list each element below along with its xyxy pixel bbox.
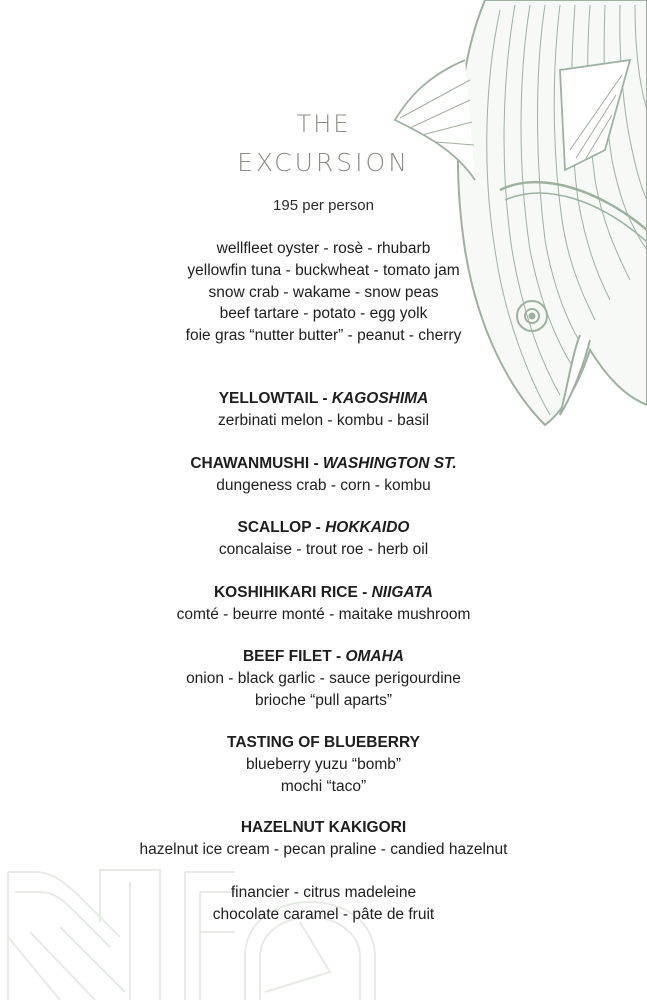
course-rice	[60, 582, 587, 626]
course-yellowtail	[60, 388, 587, 432]
snack-item: foie gras “nutter butter” - peanut - cherry	[185, 327, 462, 345]
course-heading: SCALLOP - HOKKAIDO	[237, 519, 410, 536]
course-description: concalaise - trout roe - herb oil	[218, 541, 429, 558]
course-chawanmushi	[60, 453, 587, 497]
course-description: mochi “taco”	[280, 778, 367, 795]
menu-title-line1: THE	[296, 110, 351, 138]
course-description: zerbinati melon - kombu - basil	[217, 412, 430, 429]
course-description: brioche “pull aparts”	[255, 692, 392, 709]
snack-item: beef tartare - potato - egg yolk	[219, 305, 428, 323]
course-heading: TASTING OF BLUEBERRY	[227, 734, 420, 751]
course-heading: BEEF FILET - OMAHA	[242, 648, 405, 665]
snack-item: yellowfin tuna - buckwheat - tomato jam	[187, 261, 460, 279]
course-description: comté - beurre monté - maitake mushroom	[176, 606, 471, 623]
course-scallop	[60, 517, 587, 561]
course-description: blueberry yuzu “bomb”	[245, 756, 402, 773]
course-description: dungeness crab - corn - kombu	[216, 477, 431, 494]
course-heading: KOSHIHIKARI RICE - NIIGATA	[213, 584, 433, 601]
mignardises	[60, 882, 587, 926]
course-heading: CHAWANMUSHI - WASHINGTON ST.	[190, 455, 457, 472]
course-heading: YELLOWTAIL - KAGOSHIMA	[218, 390, 429, 407]
fish-illustration-icon	[390, 0, 647, 430]
course-kakigori	[60, 817, 587, 861]
price: 195 per person	[273, 197, 374, 214]
menu-title-line2: EXCURSION	[237, 148, 410, 177]
course-blueberry	[60, 732, 587, 798]
course-description: hazelnut ice cream - pecan praline - candied hazelnut	[139, 841, 508, 858]
snack-item: snow crab - wakame - snow peas	[208, 283, 439, 301]
course-heading: HAZELNUT KAKIGORI	[240, 819, 407, 836]
snacks-list	[100, 238, 547, 347]
mignardise-item: chocolate caramel - pâte de fruit	[212, 906, 435, 923]
course-description: onion - black garlic - sauce perigourdine	[186, 670, 461, 687]
mignardise-item: financier - citrus madeleine	[230, 884, 417, 901]
snack-item: wellfleet oyster - rosè - rhubarb	[216, 240, 431, 257]
course-beef	[60, 646, 587, 712]
